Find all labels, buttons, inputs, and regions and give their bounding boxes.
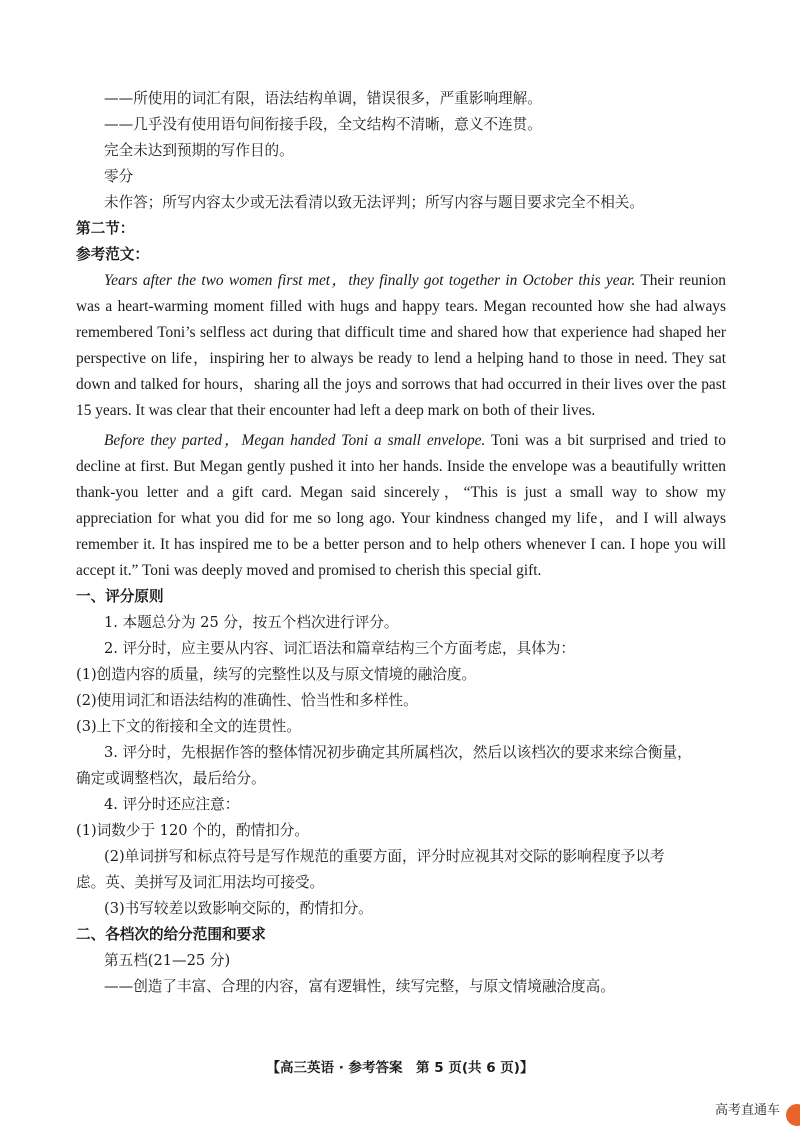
section-heading: 第二节： [76,220,135,237]
principle-subitem: (2)单词拼写和标点符号是写作规范的重要方面，评分时应视其对交际的影响程度予以考 [104,848,665,865]
watermark [715,1099,780,1118]
essay-paragraph-2 [76,428,726,584]
principle-subitem: (1)词数少于 120 个的，酌情扣分。 [76,822,309,839]
criteria-line: ——所使用的词汇有限，语法结构单调，错误很多，严重影响理解。 [104,90,542,107]
principle-subitem: (3)书写较差以致影响交际的，酌情扣分。 [104,900,373,917]
principle-item: 4. 评分时还应注意： [104,796,240,813]
essay-body: Their reunion was a heart-warming moment filled with hugs and happy tears. Megan recounted how she had always remembered Toni’s selfless act during that difficult time and shared how that experience had shaped her perspective on life，inspiring her to always be ready to lend a helping hand to those in need. They sat down and talked for hours，sharing all the joys and sorrows that had occurred in their lives over the past 15 years. It was clear that their encounter had left a deep mark on both of their lives. [76,272,727,419]
essay-paragraph-1 [76,268,726,424]
watermark-logo-icon [786,1104,800,1126]
document-page [76,86,726,1000]
essay-lead-sentence: Years after the two women first met，they finally got together in October this year. [104,272,636,289]
sample-essay [76,268,726,584]
principle-item-continued: 确定或调整档次，最后给分。 [76,770,266,787]
criteria-line: ——创造了丰富、合理的内容，富有逻辑性，续写完整，与原文情境融洽度高。 [104,978,615,995]
principle-item: 2. 评分时，应主要从内容、词汇语法和篇章结构三个方面考虑，具体为： [104,640,575,657]
principle-item: 3. 评分时，先根据作答的整体情况初步确定其所属档次，然后以该档次的要求来综合衡量， [104,744,692,761]
principles-heading: 一、评分原则 [76,588,164,605]
watermark-text: 高考直通车 [714,1103,780,1118]
principle-subitem: (3)上下文的衔接和全文的连贯性。 [76,718,301,735]
levels-heading: 二、各档次的给分范围和要求 [76,926,266,943]
essay-body: Toni was a bit surprised and tried to decline at first. But Megan gently pushed it into her hands. Inside the envelope was a beautifully written thank-you letter and a gift card. Megan said sincerely，“This is just a small way to show my appreciation for what you did for me so long ago. Your kindness changed my life，and I will always remember it. It has inspired me to be a better person and to help others whenever I can. I hope you will accept it.” Toni was deeply moved and promised to cherish this special gift. [76,432,726,579]
level-title: 第五档(21—25 分) [104,952,231,969]
criteria-line: 未作答；所写内容太少或无法看清以致无法评判；所写内容与题目要求完全不相关。 [104,194,644,211]
sample-essay-heading: 参考范文： [76,246,149,263]
essay-lead-sentence: Before they parted，Megan handed Toni a small envelope. [104,432,486,449]
criteria-line: 完全未达到预期的写作目的。 [104,142,294,159]
criteria-line: ——几乎没有使用语句间衔接手段，全文结构不清晰，意义不连贯。 [104,116,542,133]
principle-subitem: (2)使用词汇和语法结构的准确性、恰当性和多样性。 [76,692,418,709]
page-footer: 【高三英语 · 参考答案 第 5 页(共 6 页)】 [266,1060,534,1076]
principle-subitem: (1)创造内容的质量，续写的完整性以及与原文情境的融洽度。 [76,666,477,683]
principle-item: 1. 本题总分为 25 分，按五个档次进行评分。 [104,614,399,631]
principle-subitem-continued: 虑。英、美拼写及词汇用法均可接受。 [76,874,325,891]
score-level-title: 零分 [104,168,134,185]
